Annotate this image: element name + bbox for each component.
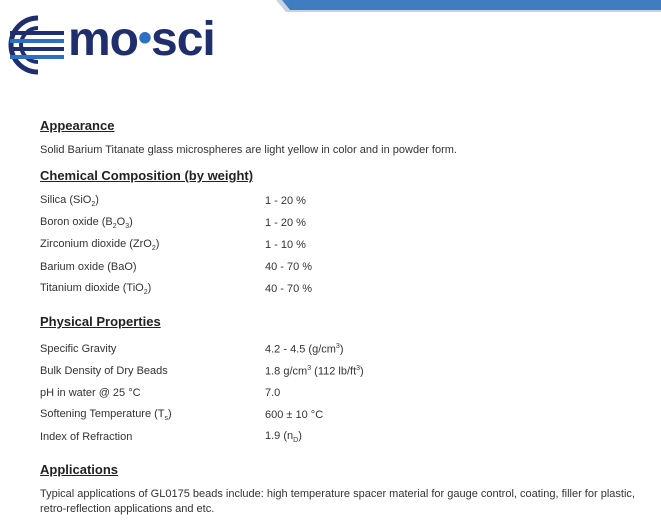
composition-value: 40 - 70 %	[265, 261, 313, 273]
composition-heading: Chemical Composition (by weight)	[40, 168, 254, 183]
composition-row	[40, 190, 650, 212]
composition-value: 1 - 20 %	[265, 195, 306, 207]
spec-sheet	[40, 118, 650, 517]
composition-row	[40, 212, 650, 234]
physical-name: pH in water @ 25 °C	[40, 387, 141, 399]
mosci-lines-mark-icon	[8, 14, 68, 76]
composition-row	[40, 278, 650, 300]
composition-value: 40 - 70 %	[265, 283, 313, 295]
physical-value: 7.0	[265, 387, 281, 399]
header-accent-bar	[276, 0, 661, 12]
physical-name: Index of Refraction	[40, 431, 133, 443]
physical-row	[40, 404, 650, 426]
composition-name: Titanium dioxide (TiO$_2$)	[40, 281, 152, 297]
appearance-text: Solid Barium Titanate glass microspheres are light yellow in color and in powder form.	[40, 144, 457, 156]
physical-row	[40, 426, 650, 448]
logo-wordmark: mo•sci	[68, 13, 215, 66]
composition-name: Barium oxide (BaO)	[40, 261, 137, 273]
applications-text: Typical applications of GL0175 beads include: high temperature spacer material for gauge control, coating, filler for plastic, retro-reflection applications and etc.	[40, 488, 635, 515]
physical-value: 1.8 $g/cm^3$ (112 $lb/ft^3$)	[265, 364, 364, 378]
composition-name: Zirconium dioxide (ZrO$_2$)	[40, 237, 160, 253]
physical-table	[40, 338, 650, 448]
physical-name: Specific Gravity	[40, 343, 117, 355]
physical-name: Bulk Density of Dry Beads	[40, 365, 168, 377]
composition-row	[40, 256, 650, 278]
physical-value: 4.2 - 4.5 $(g/cm^3)$	[265, 342, 344, 356]
composition-table	[40, 190, 650, 300]
physical-value: 1.9 $(n_D)$	[265, 429, 302, 445]
composition-value: 1 - 10 %	[265, 239, 306, 251]
physical-row	[40, 382, 650, 404]
physical-row	[40, 338, 650, 360]
mosci-logo[interactable]	[8, 14, 238, 76]
composition-name: Silica (SiO$_2$)	[40, 193, 99, 209]
physical-heading: Physical Properties	[40, 314, 161, 329]
appearance-heading: Appearance	[40, 118, 115, 133]
composition-name: Boron oxide $(B_2O_3)$	[40, 215, 133, 231]
physical-row	[40, 360, 650, 382]
composition-value: 1 - 20 %	[265, 217, 306, 229]
physical-name: Softening Temperature $(T_s)$	[40, 407, 172, 423]
composition-row	[40, 234, 650, 256]
physical-value: 600 ± 10 °C	[265, 409, 324, 421]
applications-heading: Applications	[40, 462, 119, 477]
